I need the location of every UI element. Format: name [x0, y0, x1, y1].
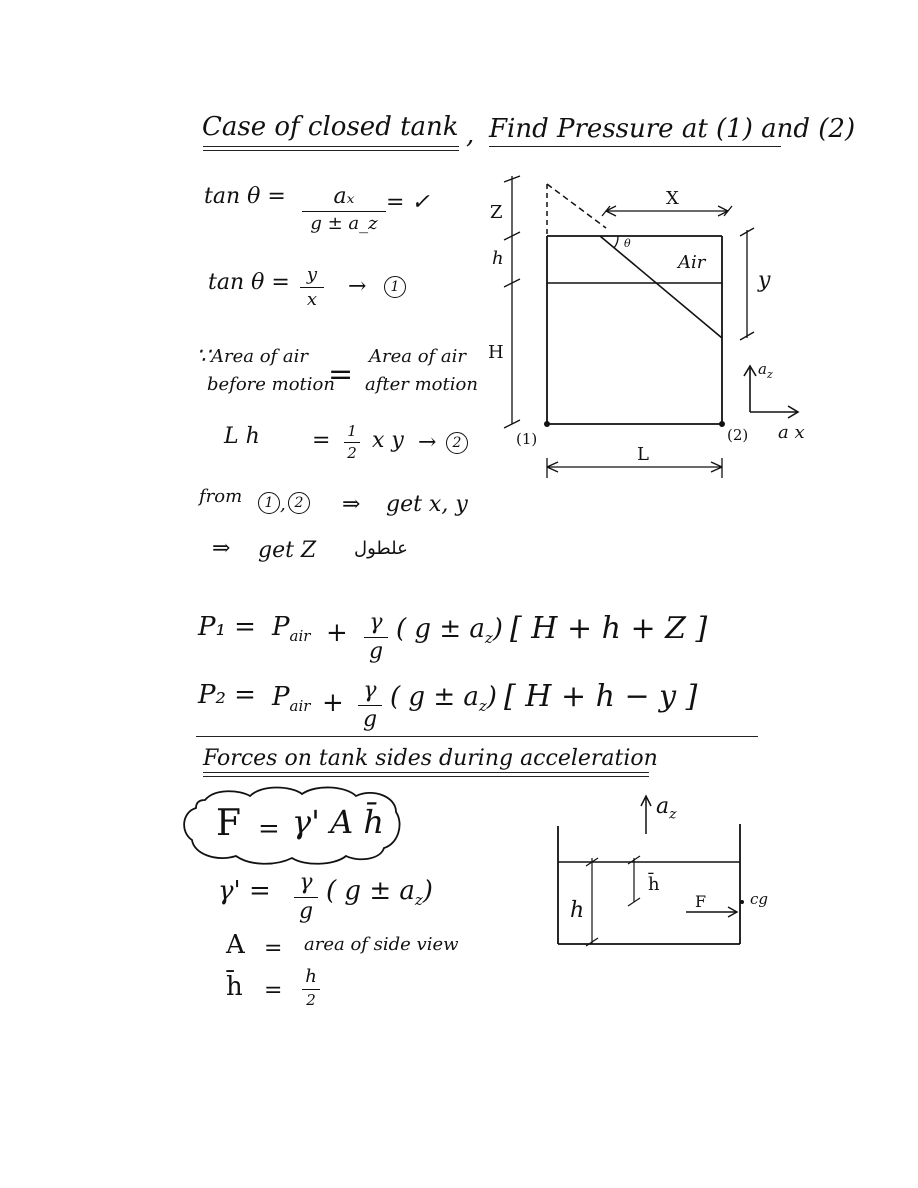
lh-eq-denominator: 2	[347, 444, 357, 462]
getz-arabic-note: علطول	[354, 538, 408, 559]
getz-text: get Z	[258, 538, 317, 563]
lh-eq-xy: x y	[372, 428, 404, 453]
p2-bracket: [ H + h − y ]	[504, 679, 698, 714]
A-def-lhs: A	[226, 930, 245, 960]
area-equals: =	[328, 357, 354, 392]
tank2-label-h: h	[570, 898, 585, 923]
section-title-left: Case of closed tank	[202, 112, 459, 142]
from-result: get x, y	[386, 492, 468, 517]
lh-eq-arrow: →	[418, 430, 437, 455]
label-air: Air	[678, 252, 706, 273]
label-ax: a x	[778, 422, 805, 443]
label-point-2: (2)	[727, 426, 749, 444]
area-right-line2: after motion	[365, 374, 478, 395]
label-Z: Z	[490, 202, 503, 223]
eq-ref-1: 1	[384, 276, 406, 298]
label-az: $a_z$	[758, 360, 773, 381]
p1-pair: $P_{air}$	[272, 612, 311, 646]
gamma-def-den: g	[298, 899, 314, 924]
section-title-comma: ,	[466, 120, 475, 150]
tank2-cg-dot	[740, 900, 744, 904]
hbar-def-den: 2	[306, 991, 316, 1009]
label-point-1: (1)	[516, 430, 538, 448]
tan-eq1-denominator: g ± a_z	[310, 213, 378, 234]
lh-eq-numerator: 1	[347, 422, 357, 440]
tan-eq1-lhs: tan θ =	[204, 184, 286, 209]
tan-eq1-numerator: aₓ	[333, 184, 355, 209]
p2-paren: ( $g \pm a_z$)	[390, 682, 497, 716]
tan-eq2-arrow: →	[348, 274, 367, 299]
tan-eq2-denominator: x	[306, 289, 318, 310]
from-text: from	[199, 486, 243, 507]
A-def-rhs: area of side view	[304, 934, 459, 955]
p1-gamma: γ	[369, 610, 383, 635]
because-symbol: ∵	[196, 344, 210, 369]
tan-eq2-numerator: y	[306, 264, 318, 285]
tank2-label-F: F	[695, 892, 707, 911]
p2-g: g	[362, 707, 378, 732]
hbar-def-eq: =	[264, 978, 283, 1003]
eq-ref-2: 2	[446, 432, 468, 454]
tank2-label-az: $a_z$	[656, 794, 677, 823]
label-X: X	[666, 188, 679, 209]
section-title-right: Find Pressure at (1) and (2)	[489, 114, 856, 144]
p1-g: g	[368, 639, 384, 664]
area-left-line1: Area of air	[211, 346, 309, 367]
p2-lhs: P₂ =	[198, 680, 256, 710]
gamma-def-lhs: γ' =	[218, 876, 271, 906]
p1-plus: +	[326, 618, 348, 648]
p1-bracket: [ H + h + Z ]	[510, 611, 708, 646]
tan-eq2-lhs: tan θ =	[208, 270, 290, 295]
from-ref-1: 1	[258, 492, 280, 514]
hbar-def-num: h	[305, 966, 317, 987]
section2-title: Forces on tank sides during acceleration	[203, 746, 658, 771]
hbar-def-lhs: h̄	[226, 972, 243, 1002]
getz-arrow: ⇒	[212, 536, 231, 561]
p1-lhs: P₁ =	[198, 612, 256, 642]
gamma-def-num: γ	[299, 870, 313, 895]
p2-plus: +	[322, 688, 344, 718]
A-def-eq: =	[264, 936, 283, 961]
tank2-label-cg: cg	[750, 890, 769, 908]
from-comma: ,	[280, 494, 286, 515]
force-equals: =	[258, 814, 280, 844]
p2-gamma: γ	[363, 678, 377, 703]
label-theta: θ	[624, 237, 631, 250]
p2-pair: $P_{air}$	[272, 682, 311, 716]
area-right-line1: Area of air	[369, 346, 467, 367]
lh-eq-lhs: L h	[224, 424, 260, 449]
label-H: H	[488, 342, 504, 363]
from-arrow: ⇒	[342, 492, 361, 517]
lh-eq-equals: =	[312, 428, 331, 453]
area-left-line2: before motion	[207, 374, 335, 395]
tan-eq1-rhs: = ✓	[386, 190, 430, 215]
from-ref-2: 2	[288, 492, 310, 514]
force-rhs: γ' A h̄	[292, 803, 384, 841]
label-L: L	[637, 444, 649, 465]
label-h: h	[492, 248, 504, 269]
label-y: y	[758, 268, 771, 293]
tank2-label-hbar: h̄	[648, 874, 660, 895]
p1-paren: ( $g \pm a_z$)	[396, 614, 503, 648]
gamma-def-rhs: ( $g \pm a_z$)	[326, 876, 433, 910]
force-F: F	[216, 803, 241, 844]
